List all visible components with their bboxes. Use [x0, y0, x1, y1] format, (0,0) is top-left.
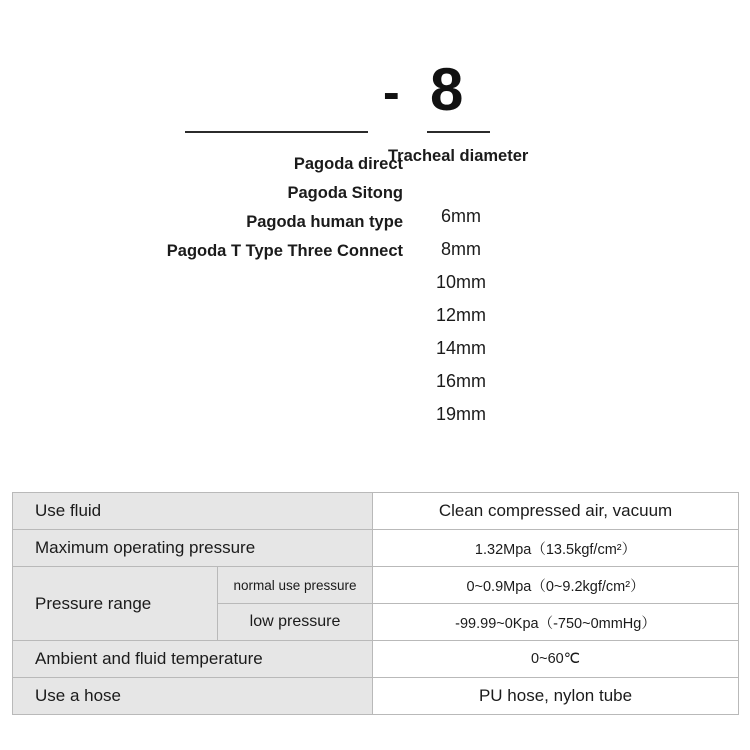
product-type-item: Pagoda Sitong	[287, 184, 403, 202]
spec-value: 1.32Mpa（13.5kgf/cm²）	[373, 530, 739, 567]
tracheal-size-list	[400, 200, 522, 431]
spec-value: PU hose, nylon tube	[373, 678, 739, 715]
spec-label: Use fluid	[13, 493, 373, 530]
product-type-item: Pagoda T Type Three Connect	[166, 242, 403, 260]
spec-value: Clean compressed air, vacuum	[373, 493, 739, 530]
specification-table	[12, 492, 739, 715]
size-item: 19mm	[435, 404, 486, 424]
spec-value: -99.99~0Kpa（-750~0mmHg）	[373, 604, 739, 641]
table-row	[13, 530, 739, 567]
spec-value: 0~0.9Mpa（0~9.2kgf/cm²）	[373, 567, 739, 604]
tracheal-diameter-heading: Tracheal diameter	[388, 147, 529, 165]
size-item: 6mm	[441, 206, 481, 226]
left-underline	[185, 131, 368, 133]
spec-label: Use a hose	[13, 678, 373, 715]
product-type-list	[0, 150, 403, 266]
table-row	[13, 678, 739, 715]
spec-label: Maximum operating pressure	[13, 530, 373, 567]
spec-sublabel: low pressure	[218, 604, 373, 641]
spec-value: 0~60℃	[373, 641, 739, 678]
right-underline	[427, 131, 490, 133]
size-item: 14mm	[435, 338, 486, 358]
size-item: 10mm	[435, 272, 486, 292]
table-row	[13, 567, 739, 604]
spec-label: Pressure range	[13, 567, 218, 641]
table-row	[13, 641, 739, 678]
size-item: 12mm	[435, 305, 486, 325]
product-type-item: Pagoda direct	[293, 155, 403, 173]
code-dash: -	[383, 64, 400, 120]
spec-label: Ambient and fluid temperature	[13, 641, 373, 678]
code-number: 8	[430, 56, 464, 123]
size-item: 8mm	[441, 239, 481, 259]
product-type-item: Pagoda human type	[246, 213, 403, 231]
spec-sublabel: normal use pressure	[218, 567, 373, 604]
size-item: 16mm	[435, 371, 486, 391]
table-row	[13, 493, 739, 530]
